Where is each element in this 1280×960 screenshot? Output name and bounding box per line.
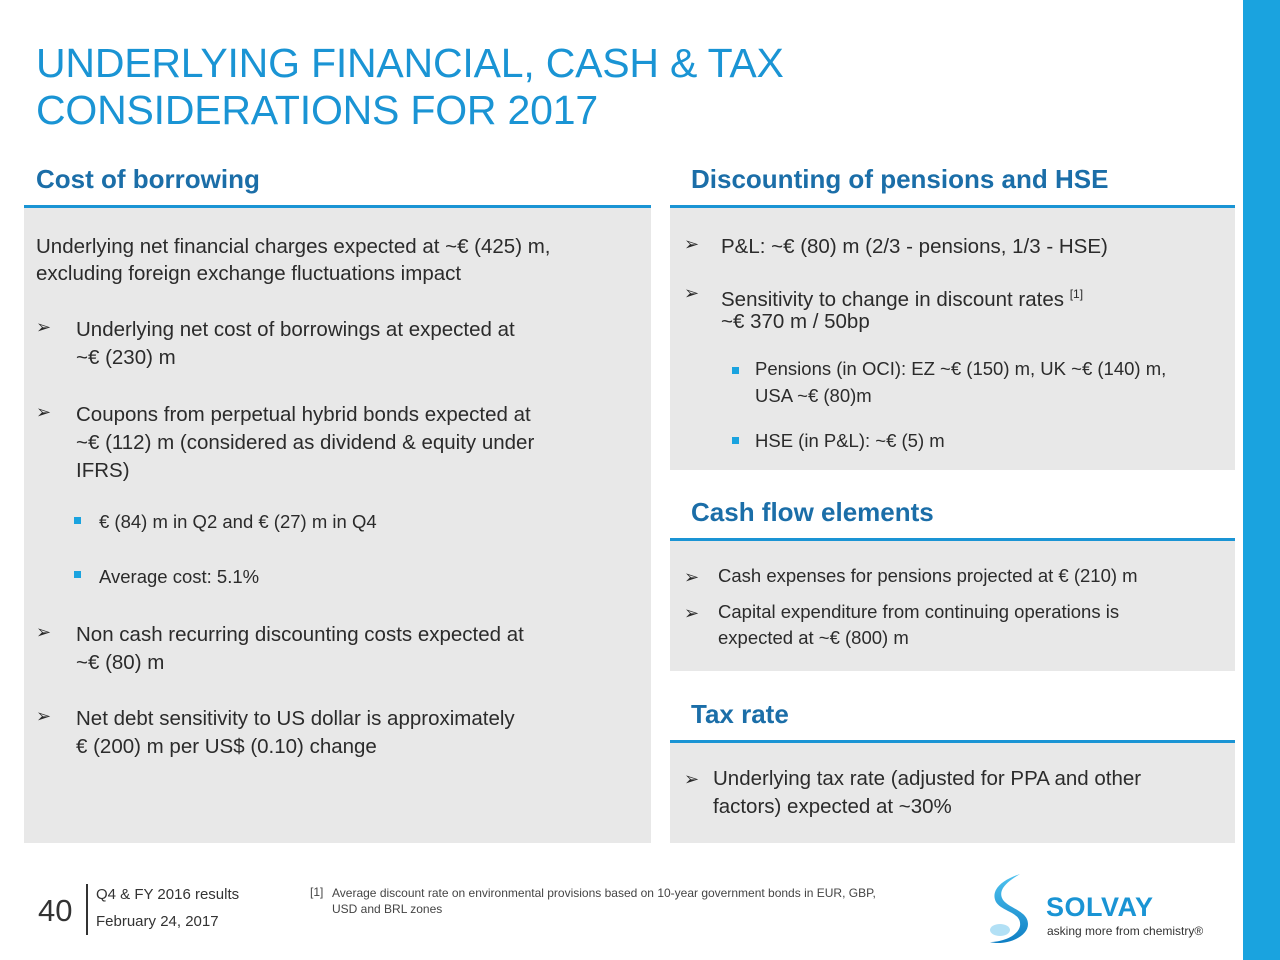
arrow-bullet-icon: ➢ bbox=[684, 603, 700, 623]
discounting-sub-1-line-1: Pensions (in OCI): EZ ~€ (150) m, UK ~€ (140) m, bbox=[755, 358, 1167, 379]
footnote-reference: [1] bbox=[1069, 287, 1084, 301]
borrowing-bullet-2-line-2: ~€ (112) m (considered as dividend & equity under bbox=[76, 431, 535, 454]
borrowing-bullet-3-line-2: ~€ (80) m bbox=[76, 651, 165, 674]
arrow-bullet-icon: ➢ bbox=[684, 769, 700, 789]
borrowing-sub-bullet-2: Average cost: 5.1% bbox=[99, 566, 260, 587]
borrowing-bullet-4-line-2: € (200) m per US$ (0.10) change bbox=[76, 735, 377, 758]
footnote-line-1: Average discount rate on environmental provisions based on 10-year government bonds in EUR, GBP, bbox=[332, 886, 876, 900]
borrowing-sub-bullet-1: € (84) m in Q2 and € (27) m in Q4 bbox=[99, 511, 377, 532]
borrowing-bullet-2-line-3: IFRS) bbox=[76, 459, 130, 482]
footnote-line-2: USD and BRL zones bbox=[332, 902, 443, 916]
borrowing-bullet-1-line-2: ~€ (230) m bbox=[76, 346, 176, 369]
tax-rate-heading: Tax rate bbox=[691, 699, 789, 729]
tax-rate-bullet-line-1: Underlying tax rate (adjusted for PPA and other bbox=[713, 767, 1142, 790]
right-accent-strip bbox=[1243, 0, 1280, 960]
page-number: 40 bbox=[38, 893, 73, 928]
footer-divider bbox=[86, 884, 88, 935]
page-title-line-2: CONSIDERATIONS FOR 2017 bbox=[36, 87, 598, 133]
square-bullet-icon bbox=[74, 517, 81, 524]
footer-date: February 24, 2017 bbox=[96, 913, 219, 930]
cash-flow-bullet-2-line-1: Capital expenditure from continuing operations is bbox=[718, 601, 1120, 622]
discounting-bullet-1: P&L: ~€ (80) m (2/3 - pensions, 1/3 - HSE) bbox=[721, 235, 1108, 258]
arrow-bullet-icon: ➢ bbox=[36, 317, 52, 337]
discounting-bullet-2-text: Sensitivity to change in discount rates bbox=[721, 288, 1064, 311]
cost-of-borrowing-heading: Cost of borrowing bbox=[36, 164, 260, 194]
borrowing-bullet-2-line-1: Coupons from perpetual hybrid bonds expected at bbox=[76, 403, 531, 426]
discounting-sub-2: HSE (in P&L): ~€ (5) m bbox=[755, 430, 945, 451]
cash-flow-heading: Cash flow elements bbox=[691, 497, 934, 527]
square-bullet-icon bbox=[74, 571, 81, 578]
borrowing-bullet-4-line-1: Net debt sensitivity to US dollar is approximately bbox=[76, 707, 515, 730]
borrowing-intro-line-1: Underlying net financial charges expected at ~€ (425) m, bbox=[36, 235, 551, 258]
discounting-heading: Discounting of pensions and HSE bbox=[691, 164, 1109, 194]
cash-flow-bullet-2-line-2: expected at ~€ (800) m bbox=[718, 627, 909, 648]
page-title bbox=[36, 40, 784, 134]
borrowing-bullet-3-line-1: Non cash recurring discounting costs expected at bbox=[76, 623, 524, 646]
square-bullet-icon bbox=[732, 367, 739, 374]
solvay-wordmark: SOLVAY bbox=[1046, 892, 1154, 922]
footnote-text bbox=[332, 885, 876, 917]
footer-presentation-title: Q4 & FY 2016 results bbox=[96, 886, 240, 903]
discounting-sub-1-line-2: USA ~€ (80)m bbox=[755, 385, 872, 406]
discounting-bullet-2-line-2: ~€ 370 m / 50bp bbox=[721, 310, 870, 333]
borrowing-bullet-1-line-1: Underlying net cost of borrowings at expected at bbox=[76, 318, 515, 341]
arrow-bullet-icon: ➢ bbox=[36, 622, 52, 642]
borrowing-intro-line-2: excluding foreign exchange fluctuations impact bbox=[36, 262, 462, 285]
arrow-bullet-icon: ➢ bbox=[36, 402, 52, 422]
page-title-line-1: UNDERLYING FINANCIAL, CASH & TAX bbox=[36, 40, 784, 86]
arrow-bullet-icon: ➢ bbox=[684, 283, 700, 303]
solvay-s-logo-icon bbox=[982, 872, 1032, 946]
footnote-mark: [1] bbox=[310, 885, 324, 899]
solvay-tagline: asking more from chemistry® bbox=[1047, 924, 1204, 938]
cash-flow-bullet-1: Cash expenses for pensions projected at € (210) m bbox=[718, 565, 1138, 586]
tax-rate-bullet-line-2: factors) expected at ~30% bbox=[713, 795, 952, 818]
arrow-bullet-icon: ➢ bbox=[36, 706, 52, 726]
arrow-bullet-icon: ➢ bbox=[684, 234, 700, 254]
square-bullet-icon bbox=[732, 437, 739, 444]
arrow-bullet-icon: ➢ bbox=[684, 567, 700, 587]
